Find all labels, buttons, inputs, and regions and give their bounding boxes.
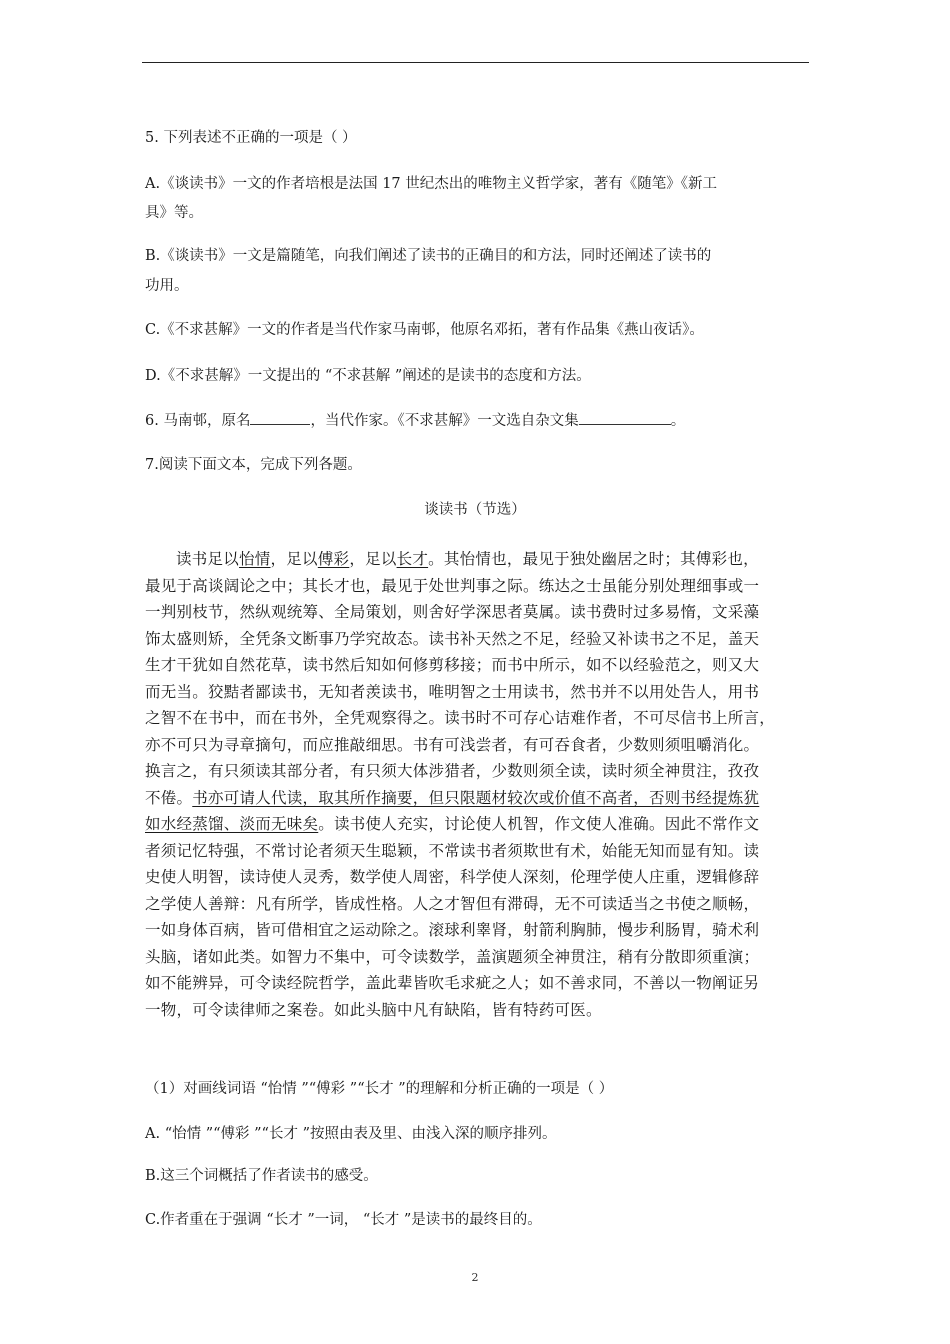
underlined-sentence-part1: 书亦可请人代读，取其所作摘要，但只限题材较次或价值不高者，否则书经提炼犹 — [192, 788, 760, 807]
passage-text: 读书足以 — [176, 550, 240, 568]
q5-option-c: C.《不求甚解》一文的作者是当代作家马南邨，他原名邓拓，著有作品集《燕山夜话》。 — [145, 322, 704, 338]
q6-blank-collection[interactable] — [579, 410, 671, 425]
q6-stem — [145, 410, 685, 431]
passage-line: 一物，可令读律师之案卷。如此头脑中凡有缺陷，皆有特药可医。 — [145, 1000, 602, 1019]
passage-line-underlined-start — [145, 785, 817, 812]
passage-text: 不倦。 — [145, 788, 193, 807]
passage-text: ，足以 — [349, 550, 397, 568]
passage-line: 最见于高谈阔论之中；其长才也，最见于处世判事之际。练达之士虽能分别处理细事或一 — [145, 576, 760, 595]
page-number: 2 — [471, 1271, 479, 1284]
q7-stem: 7.阅读下面文本，完成下列各题。 — [145, 457, 362, 473]
passage-line: 史使人明智，读诗使人灵秀，数学使人周密，科学使人深刻，伦理学使人庄重，逻辑修辞 — [145, 868, 760, 886]
passage-line-1 — [145, 546, 817, 573]
q5-option-d: D.《不求甚解》一文提出的 “不求甚解 ”阐述的是读书的态度和方法。 — [145, 368, 591, 384]
q7-sub1-option-c: C.作者重在于强调 “长才 ”一词， “长才 ”是读书的最终目的。 — [145, 1212, 542, 1228]
passage-line: 之智不在书中，而在书外，全凭观察得之。读书时不可存心诘难作者，不可尽信书上所言， — [145, 709, 776, 727]
q6-part3: 。 — [670, 413, 686, 429]
passage-line: 生才干犹如自然花草，读书然后知如何修剪移接；而书中所示，如不以经验范之，则又大 — [145, 656, 760, 674]
passage-line: 一判别枝节，然纵观统筹、全局策划，则舍好学深思者莫属。读书费时过多易惰，文采藻 — [145, 603, 760, 621]
q5-stem: 5. 下列表述不正确的一项是（ ） — [145, 130, 357, 146]
passage-line: 头脑，诸如此类。如智力不集中，可令读数学，盖演题须全神贯注，稍有分散即须重演； — [145, 947, 760, 966]
q5-option-a-line1: A.《谈读书》一文的作者培根是法国 17 世纪杰出的唯物主义哲学家，著有《随笔》《新工 — [145, 176, 717, 192]
header-rule — [142, 62, 809, 63]
passage-line: 而无当。狡黠者鄙读书，无知者羡读书，唯明智之士用读书，然书并不以用处告人，用书 — [145, 682, 760, 701]
passage-line-underlined-end — [145, 811, 817, 838]
q7-sub1-option-a: A. “怡情 ”“傅彩 ”“长才 ”按照由表及里、由浅入深的顺序排列。 — [145, 1126, 557, 1142]
passage-title: 谈读书（节选） — [424, 502, 526, 518]
passage-line: 换言之，有只须读其部分者，有只须大体涉猎者，少数则须全读，读时须全神贯注，孜孜 — [145, 762, 760, 780]
underlined-term-yiqing: 怡情 — [239, 550, 271, 568]
passage-text: 。其怡情也，最见于独处幽居之时；其傅彩也， — [428, 550, 759, 568]
passage-line: 者须记忆特强，不常讨论者须天生聪颖，不常读书者须欺世有术，始能无知而显有知。读 — [145, 841, 760, 860]
underlined-term-changcai: 长才 — [396, 550, 429, 568]
q5-option-b-line2: 功用。 — [145, 278, 189, 294]
passage-line: 饰太盛则矫，全凭条文断事乃学究故态。读书补天然之不足，经验又补读书之不足，盖天 — [145, 629, 760, 648]
underlined-term-fucai: 傅彩 — [317, 550, 350, 568]
underlined-sentence-part2: 如水经蒸馏、淡而无味矣 — [145, 815, 319, 833]
passage-text: 。读书使人充实，讨论使人机智，作文使人准确。因此不常作文 — [318, 815, 760, 833]
q5-option-b-line1: B.《谈读书》一文是篇随笔，向我们阐述了读书的正确目的和方法，同时还阐述了读书的 — [145, 248, 712, 264]
passage-text: ，足以 — [270, 550, 318, 568]
q7-sub1-stem: （1）对画线词语 “怡情 ”“傅彩 ”“长才 ”的理解和分析正确的一项是（ ） — [145, 1081, 614, 1097]
q6-part1: 6. 马南邨，原名 — [145, 413, 251, 429]
passage-line: 之学使人善辩：凡有所学，皆成性格。人之才智但有滞碍，无不可读适当之书使之顺畅， — [145, 894, 760, 913]
passage-line: 亦不可只为寻章摘句，而应推敲细思。书有可浅尝者，有可吞食者，少数则须咀嚼消化。 — [145, 735, 760, 754]
q6-part2: ，当代作家。《不求甚解》一文选自杂文集 — [310, 413, 579, 429]
q7-sub1-option-b: B.这三个词概括了作者读书的感受。 — [145, 1168, 378, 1184]
q6-blank-original-name[interactable] — [250, 410, 310, 425]
passage-body — [145, 546, 817, 1023]
passage-line: 一如身体百病，皆可借相宜之运动除之。滚球利睾肾，射箭利胸肺，慢步利肠胃，骑术利 — [145, 921, 760, 939]
q5-option-a-line2: 具》等。 — [145, 205, 203, 221]
passage-line: 如不能辨异，可令读经院哲学，盖此辈皆吹毛求疵之人；如不善求同，不善以一物阐证另 — [145, 974, 760, 992]
